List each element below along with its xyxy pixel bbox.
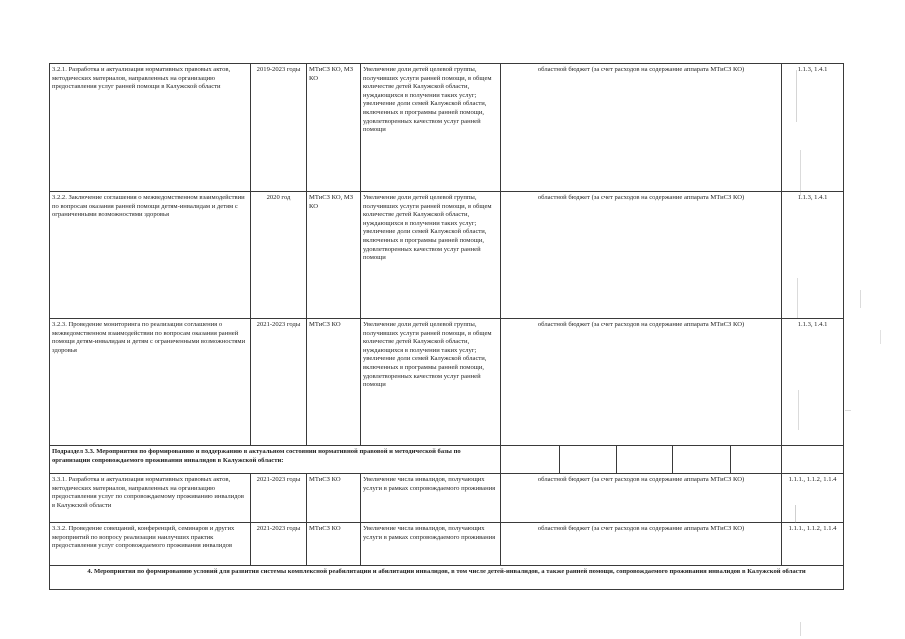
activity-indicators: 1.1.3, 1.4.1: [782, 64, 844, 192]
activity-funding: областной бюджет (за счет расходов на содержание аппарата МТиСЗ КО): [501, 319, 782, 446]
section-4-title: 4. Мероприятия по формированию условий для развития системы комплексной реабилитации и абилитации инвалидов, в том числе детей-инвалидов, а также ранней помощи, сопровождаемого проживания инвалидов в Калужской области: [50, 566, 844, 590]
activity-funding: областной бюджет (за счет расходов на содержание аппарата МТиСЗ КО): [501, 474, 782, 523]
activity-name: 3.3.1. Разработка и актуализация нормативных правовых актов, методических материалов, направленных на организацию предоставления услуг по сопровождаемому проживанию инвалидов в Калужской области: [50, 474, 251, 523]
activity-years: 2021-2023 годы: [251, 474, 307, 523]
activity-years: 2019-2023 годы: [251, 64, 307, 192]
program-activities-table: [49, 63, 844, 590]
table-row: [50, 474, 844, 523]
empty-cell: [501, 446, 560, 474]
table-row: [50, 64, 844, 192]
scan-mark: [845, 410, 851, 411]
activity-executor: МТиСЗ КО, МЗ КО: [307, 64, 361, 192]
activity-name: 3.2.1. Разработка и актуализация нормативных правовых актов, методических материалов, направленных на организацию предоставления услуг ранней помощи в Калужской области: [50, 64, 251, 192]
empty-cell: [731, 446, 782, 474]
table-row: [50, 319, 844, 446]
activity-indicators: 1.1.1., 1.1.2, 1.1.4: [782, 523, 844, 566]
activity-funding: областной бюджет (за счет расходов на содержание аппарата МТиСЗ КО): [501, 64, 782, 192]
activity-indicators: 1.1.1., 1.1.2, 1.1.4: [782, 474, 844, 523]
activity-result: Увеличение доли детей целевой группы, получивших услуги ранней помощи, в общем количестве детей Калужской области, нуждающихся в получении таких услуг; увеличение доли семей Калужской области, включенных в программы ранней помощи, удовлетворенных качеством услуг ранней помощи: [361, 192, 501, 319]
table-row: [50, 523, 844, 566]
activity-indicators: 1.1.3, 1.4.1: [782, 319, 844, 446]
scan-mark: [800, 622, 801, 636]
activity-executor: МТиСЗ КО: [307, 474, 361, 523]
activity-indicators: 1.1.3, 1.4.1: [782, 192, 844, 319]
section-header-row: [50, 566, 844, 590]
activity-funding: областной бюджет (за счет расходов на содержание аппарата МТиСЗ КО): [501, 523, 782, 566]
activity-result: Увеличение доли детей целевой группы, получивших услуги ранней помощи, в общем количестве детей Калужской области, нуждающихся в получении таких услуг; увеличение доли семей Калужской области, включенных в программы ранней помощи, удовлетворенных качеством услуг ранней помощи: [361, 64, 501, 192]
scan-mark: [800, 150, 801, 196]
activity-years: 2021-2023 годы: [251, 523, 307, 566]
table-row: [50, 192, 844, 319]
activity-years: 2020 год: [251, 192, 307, 319]
scan-mark: [797, 278, 798, 318]
scan-mark: [795, 505, 796, 523]
subsection-header-row: [50, 446, 844, 474]
activity-years: 2021-2023 годы: [251, 319, 307, 446]
activity-executor: МТиСЗ КО, МЗ КО: [307, 192, 361, 319]
activity-funding: областной бюджет (за счет расходов на содержание аппарата МТиСЗ КО): [501, 192, 782, 319]
activity-result: Увеличение доли детей целевой группы, получивших услуги ранней помощи, в общем количестве детей Калужской области, нуждающихся в получении таких услуг; увеличение доли семей Калужской области, включенных в программы ранней помощи, удовлетворенных качеством услуг ранней помощи: [361, 319, 501, 446]
empty-cell: [560, 446, 617, 474]
scan-mark: [798, 390, 799, 430]
scan-mark: [880, 330, 881, 344]
scan-mark: [860, 290, 861, 308]
activity-result: Увеличение числа инвалидов, получающих услуги в рамках сопровождаемого проживания: [361, 523, 501, 566]
activity-result: Увеличение числа инвалидов, получающих услуги в рамках сопровождаемого проживания: [361, 474, 501, 523]
scan-mark: [796, 70, 797, 122]
activity-executor: МТиСЗ КО: [307, 523, 361, 566]
subsection-3-3-title: Подраздел 3.3. Мероприятия по формированию и поддержанию в актуальном состоянии нормативной правовой и методической базы по организации сопровождаемого проживания инвалидов в Калужской области:: [50, 446, 501, 474]
empty-cell: [673, 446, 731, 474]
activity-name: 3.2.2. Заключение соглашения о межведомственном взаимодействии по вопросам оказания ранней помощи детям-инвалидам и детям с ограниченными возможностями здоровья: [50, 192, 251, 319]
activity-name: 3.2.3. Проведение мониторинга по реализации соглашения о межведомственном взаимодействии по вопросам оказания ранней помощи детям-инвалидам и детям с ограниченными возможностями здоровья: [50, 319, 251, 446]
activity-name: 3.3.2. Проведение совещаний, конференций, семинаров и других мероприятий по вопросу реализации наилучших практик предоставления услуг сопровождаемого проживания инвалидов: [50, 523, 251, 566]
activity-executor: МТиСЗ КО: [307, 319, 361, 446]
empty-cell: [617, 446, 673, 474]
empty-cell: [782, 446, 844, 474]
